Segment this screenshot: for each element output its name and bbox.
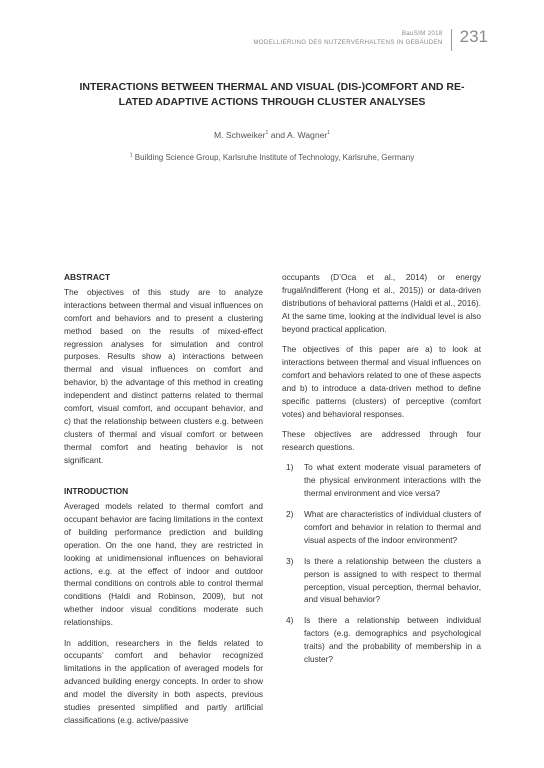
introduction-paragraph: In addition, researchers in the fields related to occupants’ comfort and behavior recognized limitations in the application of averaged models for advanced building energy concepts. In order to show and model the diversity in both aspects, previous studies presented simplified and partly artificial classifications (e.g. active/passive <box>64 637 263 725</box>
paper-title-line-2: LATED ADAPTIVE ACTIONS THROUGH CLUSTER ANALYSES <box>118 96 426 108</box>
paper-title-line-1: INTERACTIONS BETWEEN THERMAL AND VISUAL (DIS-)COMFORT AND RE- <box>79 81 465 93</box>
conference-name: BauSIM 2018 <box>401 30 443 37</box>
introduction-paragraph: Averaged models related to thermal comfort and occupant behavior are facing limitations in the context of building performance prediction and building operation. On the one hand, they are restricted in looking at unidimensional influences on behavioral actions, e.g. at the effect of indoor and outdoor thermal conditions on controls able to control thermal conditions (Haldi and Robinson, 2009), but not whether indoor visual conditions moderate such relationships. <box>64 501 263 628</box>
question-text: Is there a relationship between individual factors (e.g. demographics and psychological traits) and the probability of membership in a cluster? <box>304 615 481 665</box>
author-affiliation-marker: 1 <box>327 130 331 137</box>
author-affiliation-marker: 1 <box>265 130 269 137</box>
question-number: 4) <box>286 615 294 626</box>
author-conjunction: and <box>268 130 287 140</box>
author-name: A. Wagner <box>286 130 328 140</box>
left-column <box>64 271 263 734</box>
research-questions-list <box>282 461 481 666</box>
page-header <box>253 27 488 51</box>
introduction-paragraph: The objectives of this paper are a) to look at interactions between thermal and visual influences on comfort and behaviors related to one of these aspects and b) to introduce a data-driven method to define specific patterns (clusters) of perceptive (comfort votes) and behavioral responses. <box>282 344 481 419</box>
research-question <box>282 461 481 500</box>
paper-title <box>62 80 482 110</box>
author-name: M. Schweiker <box>213 130 266 140</box>
question-text: To what extent moderate visual parameters of the physical environment interactions with the thermal environment and vice versa? <box>304 462 481 499</box>
introduction-paragraph: occupants (D’Oca et al., 2014) or energy frugal/indifferent (Hong et al., 2015)) or data-driven distributions of behavioral patterns (Haldi et al., 2016). At the same time, looking at the individual level is also beyond practical application. <box>282 272 481 334</box>
research-question <box>282 614 481 666</box>
question-number: 2) <box>286 509 294 519</box>
right-column <box>282 271 481 674</box>
introduction-paragraph: These objectives are addressed through four research questions. <box>282 428 481 452</box>
research-question <box>282 555 481 607</box>
question-number: 3) <box>286 555 294 566</box>
affiliation <box>62 153 482 162</box>
abstract-heading: ABSTRACT <box>64 272 111 282</box>
header-text <box>253 29 442 47</box>
author-list <box>62 130 482 140</box>
section-spacer <box>64 474 263 485</box>
affiliation-text: Building Science Group, Karlsruhe Institute of Technology, Karlsruhe, Germany <box>132 153 415 162</box>
abstract-paragraph: The objectives of this study are to analyze interactions between thermal and visual influences on comfort and behaviors and to present a clustering method based on the results of mixed-effect regression analyses for simulation and control purposes. Results show a) interactions between thermal and visual influences on comfort and behavior, b) the advantage of this method in creating independent and distinct patterns related to thermal comfort, visual comfort, and occupant behavior, and c) that the relationship between clusters e.g. between clusters of thermal and visual comfort or between thermal comfort and heating behavior is not significant. <box>64 286 263 465</box>
research-question <box>282 508 481 547</box>
introduction-heading: INTRODUCTION <box>64 486 129 497</box>
question-number: 1) <box>286 462 294 473</box>
header-divider <box>451 29 452 51</box>
page-number: 231 <box>459 27 488 46</box>
question-text: Is there a relationship between the clusters a person is assigned to with respect to thermal perception, visual perception, thermal behavior, and visual behavior? <box>304 555 481 605</box>
question-text: What are characteristics of individual clusters of comfort and behavior in relation to thermal and visual aspects of the indoor environment? <box>304 509 481 545</box>
affiliation-marker: 1 <box>129 152 133 159</box>
session-title: MODELLIERUNG DES NUTZERVERHALTENS IN GEBÄUDEN <box>253 39 443 46</box>
